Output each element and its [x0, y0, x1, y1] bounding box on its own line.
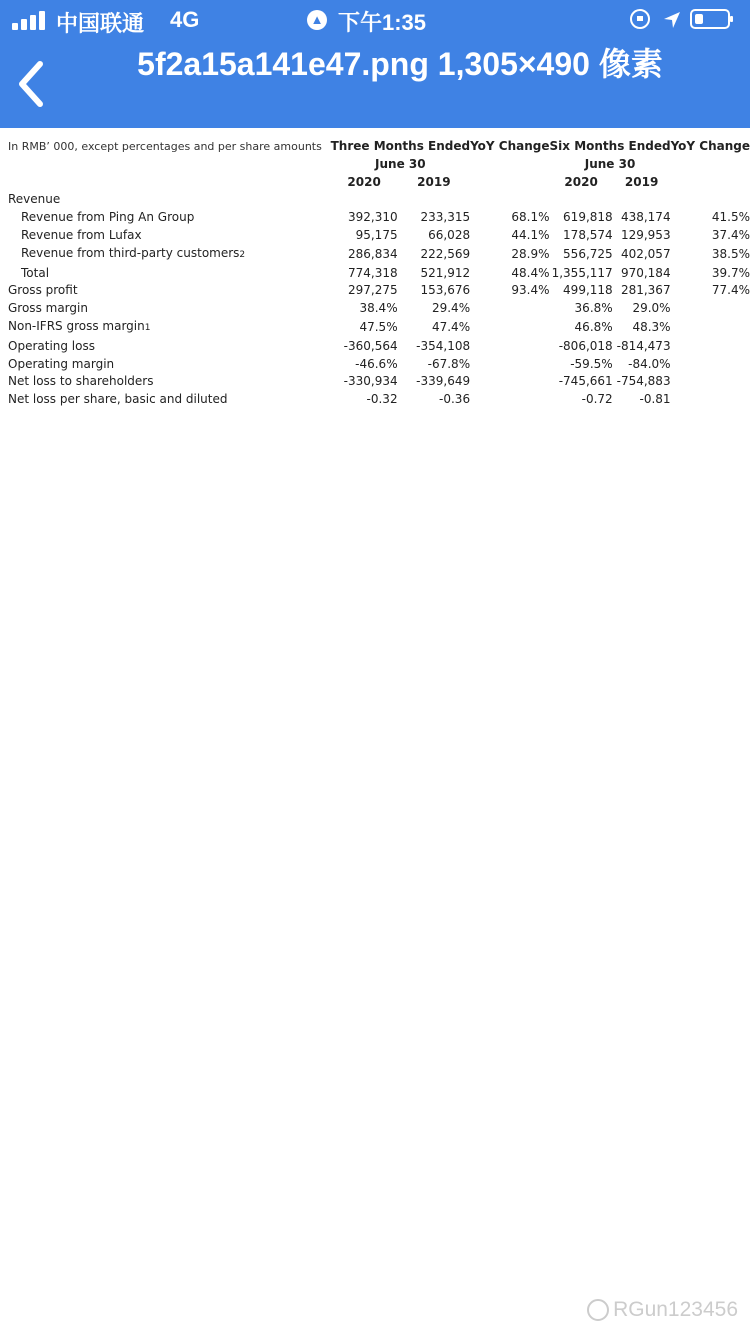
cell-q-yoy	[470, 356, 549, 374]
row-label: Gross profit	[8, 283, 78, 298]
chevron-left-icon[interactable]	[12, 56, 52, 112]
table-row	[8, 209, 750, 227]
cell-h-yoy: 77.4%	[711, 283, 750, 298]
cell-q2020: -360,564	[343, 338, 398, 353]
cell-h2019: -0.81	[639, 392, 671, 407]
year-2020-three: 2020	[347, 174, 381, 189]
table-row	[8, 265, 750, 283]
subheader-six-months: June 30	[584, 156, 636, 171]
cell-q2019: -67.8%	[427, 356, 471, 371]
cell-h2020: -806,018	[558, 338, 613, 353]
cell-q2019: -339,649	[416, 374, 471, 389]
row-label: Operating loss	[8, 338, 95, 353]
cell-h2019: 970,184	[620, 265, 671, 280]
cell-q-yoy	[470, 300, 549, 318]
watermark	[587, 1298, 738, 1322]
cell-h-yoy	[671, 391, 750, 409]
cell-q2020: 38.4%	[359, 301, 398, 316]
row-label: Net loss to shareholders	[8, 374, 154, 389]
cell-q-yoy: 48.4%	[511, 265, 550, 280]
battery-icon	[690, 9, 730, 29]
header-yoy-change-2: YoY Change	[670, 139, 750, 153]
cell-q2020: 95,175	[355, 227, 398, 242]
rotation-lock-icon	[630, 9, 650, 29]
cell-q2020: -0.32	[366, 392, 398, 407]
row-label: Gross margin	[8, 301, 88, 316]
cell-q2019: 66,028	[428, 227, 471, 242]
table-row	[8, 227, 750, 245]
cell-h-yoy: 39.7%	[711, 265, 750, 280]
cell-h2019: 29.0%	[632, 301, 671, 316]
year-2019-three: 2019	[417, 174, 451, 189]
cell-h-yoy	[671, 318, 750, 338]
row-label: Operating margin	[8, 356, 115, 371]
row-label: Net loss per share, basic and diluted	[8, 392, 228, 407]
cell-q2019: 521,912	[420, 265, 471, 280]
header-yoy-change-1: YoY Change	[470, 139, 550, 153]
carrier-name: 中国联通	[56, 11, 145, 36]
cell-q2019: 222,569	[420, 246, 471, 261]
cell-h-yoy: 38.5%	[711, 246, 750, 261]
table-row	[8, 245, 750, 265]
cell-q-yoy: 44.1%	[511, 227, 550, 242]
cell-h2019: -754,883	[616, 374, 671, 389]
table-row	[8, 282, 750, 300]
cell-h2020: 619,818	[563, 210, 613, 225]
table-subheader-row	[8, 156, 750, 174]
cell-q-yoy: 28.9%	[511, 246, 550, 261]
cell-h2019: 129,953	[620, 227, 671, 242]
cell-h-yoy: 37.4%	[711, 227, 750, 242]
watermark-text: RGun123456	[613, 1298, 738, 1321]
table-row	[8, 338, 750, 356]
table-row	[8, 356, 750, 374]
row-label: Non-IFRS gross margin1	[8, 318, 151, 333]
cell-q2020: 47.5%	[359, 319, 398, 334]
cell-h-yoy	[671, 300, 750, 318]
cell-h-yoy	[671, 356, 750, 374]
subheader-three-months: June 30	[375, 156, 426, 171]
cell-h2020: 1,355,117	[551, 265, 613, 280]
weibo-logo-icon	[587, 1299, 609, 1321]
status-time: 下午1:35	[338, 10, 427, 35]
cell-h-yoy: 41.5%	[711, 210, 750, 225]
table-section-row	[8, 191, 750, 209]
signal-strength-icon	[12, 10, 48, 30]
table-row	[8, 373, 750, 391]
cell-h2019: -814,473	[616, 338, 671, 353]
cell-q2019: 47.4%	[431, 319, 471, 334]
table-year-row	[8, 174, 750, 192]
cell-q-yoy: 93.4%	[511, 283, 550, 298]
cell-q-yoy	[470, 318, 549, 338]
cell-h2019: 48.3%	[632, 319, 671, 334]
cell-h2019: -84.0%	[628, 356, 671, 371]
table-row	[8, 318, 750, 338]
page-title: 5f2a15a141e47.png 1,305×490 像素	[137, 46, 663, 82]
cell-q2020: 297,275	[347, 283, 398, 298]
cell-h2019: 438,174	[620, 210, 671, 225]
location-arrow-icon	[662, 10, 682, 30]
navigation-arrow-icon: ▲	[307, 10, 327, 30]
cell-q2019: 233,315	[420, 210, 471, 225]
cell-h2019: 281,367	[620, 283, 671, 298]
row-label: Revenue from third-party customers2	[21, 245, 246, 260]
cell-h2020: 178,574	[563, 227, 613, 242]
financial-table	[8, 138, 750, 409]
cell-h2020: 499,118	[563, 283, 613, 298]
cell-q2020: 286,834	[347, 246, 398, 261]
cell-h2020: -0.72	[581, 392, 613, 407]
navigation-bar	[0, 40, 750, 128]
cell-q-yoy: 68.1%	[511, 210, 550, 225]
cell-q-yoy	[470, 391, 549, 409]
cell-q2019: 29.4%	[431, 301, 471, 316]
revenue-section-label: Revenue	[8, 192, 61, 207]
cell-h-yoy	[671, 338, 750, 356]
cell-q2019: -0.36	[439, 392, 471, 407]
cell-h2020: -745,661	[558, 374, 613, 389]
row-label: Total	[21, 265, 50, 280]
table-caption: In RMB’ 000, except percentages and per share amounts	[8, 140, 322, 153]
row-label: Revenue from Lufax	[21, 227, 142, 242]
cell-q2019: -354,108	[416, 338, 471, 353]
cell-h-yoy	[671, 373, 750, 391]
cell-h2020: 556,725	[563, 246, 613, 261]
cell-q2020: -330,934	[343, 374, 398, 389]
year-2019-six: 2019	[624, 174, 659, 189]
header-three-months: Three Months Ended	[330, 139, 471, 153]
header-six-months: Six Months Ended	[549, 139, 671, 153]
cell-h2020: -59.5%	[570, 356, 613, 371]
cell-q-yoy	[470, 338, 549, 356]
network-type: 4G	[170, 7, 200, 32]
table-row	[8, 391, 750, 409]
table-header-row	[8, 138, 750, 156]
cell-h2020: 46.8%	[574, 319, 613, 334]
cell-h2019: 402,057	[620, 246, 671, 261]
cell-q2019: 153,676	[420, 283, 471, 298]
year-2020-six: 2020	[564, 174, 598, 189]
cell-q-yoy	[470, 373, 549, 391]
cell-q2020: 774,318	[347, 265, 398, 280]
row-label: Revenue from Ping An Group	[21, 210, 195, 225]
cell-q2020: -46.6%	[355, 356, 398, 371]
cell-q2020: 392,310	[347, 210, 398, 225]
table-row	[8, 300, 750, 318]
status-bar	[0, 0, 750, 40]
cell-h2020: 36.8%	[574, 301, 613, 316]
